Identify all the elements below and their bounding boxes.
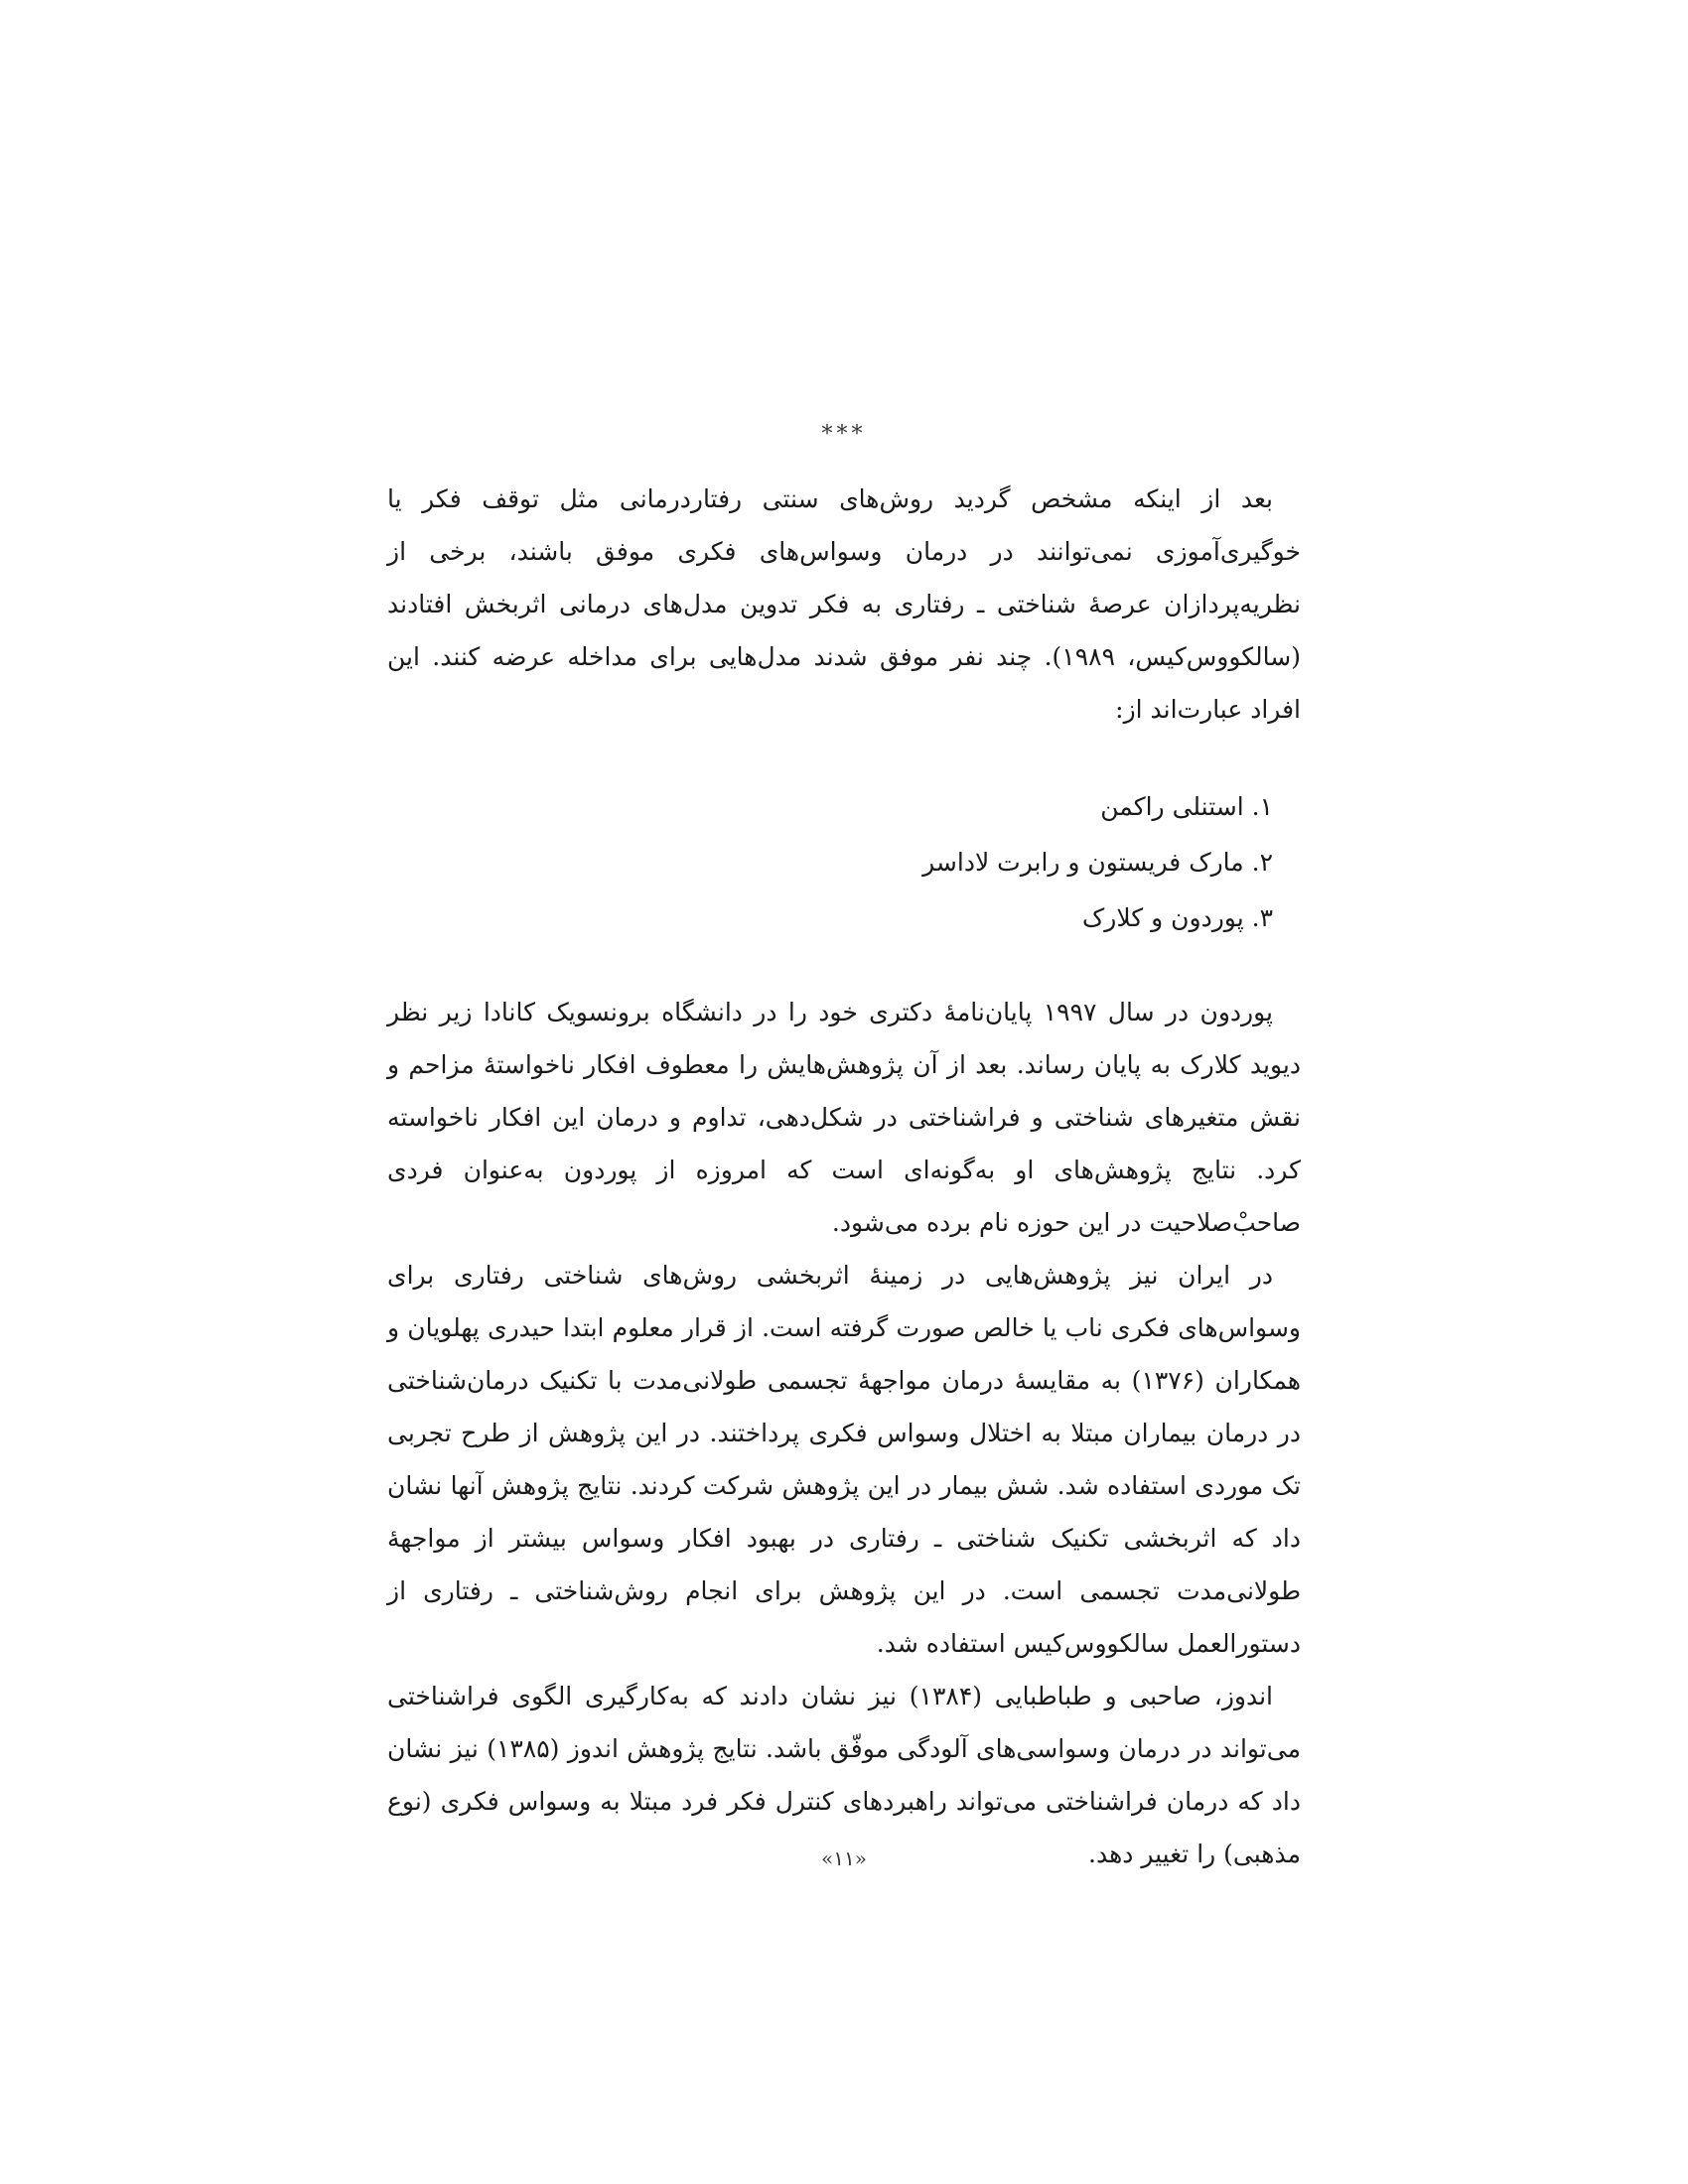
body-paragraph: پوردون در سال ۱۹۹۷ پایان‌نامهٔ دکتری خود را در دانشگاه برونسویک کانادا زیر نظر دیوید کلارک به پایان رساند. بعد از آن پژوهش‌هایش را معطوف افکار ناخواستهٔ مزاحم و نقش متغیرهای شناختی و فراشناختی در شکل‌دهی، تداوم و درمان این افکار ناخواسته کرد. نتایج پژوهش‌های او به‌گونه‌ای است که امروزه از پوردون به‌عنوان فردی صاحبْ‌صلاحیت در این حوزه نام برده می‌شود. xyxy=(387,998,1301,1237)
names-list xyxy=(387,779,1301,946)
body-paragraph: اندوز، صاحبی و طباطبایی (۱۳۸۴) نیز نشان دادند که به‌کارگیری الگوی فراشناختی می‌تواند در درمان وسواسی‌های آلودگی موفّق باشد. نتایج پژوهش اندوز (۱۳۸۵) نیز نشان داد که درمان فراشناختی می‌تواند راهبردهای کنترل فکر فرد مبتلا به وسواس فکری (نوع مذهبی) را تغییر دهد. xyxy=(387,1682,1301,1868)
list-item: ۳. پوردون و کلارک xyxy=(1081,903,1273,932)
intro-paragraph: بعد از اینکه مشخص گردید روش‌های سنتی رفتاردرمانی مثل توقف فکر یا خوگیری‌آموزی نمی‌توانند در درمان وسواس‌های فکری موفق باشند، برخی از نظریه‌پردازان عرصهٔ شناختی ـ رفتاری به فکر تدوین مدل‌های درمانی اثربخش افتادند (سالکووس‌کیس، ۱۹۸۹). چند نفر موفق شدند مدل‌هایی برای مداخله عرضه کنند. این افراد عبارت‌اند از: xyxy=(387,484,1301,724)
body-paragraph: در ایران نیز پژوهش‌هایی در زمینهٔ اثربخشی روش‌های شناختی رفتاری برای وسواس‌های فکری ناب یا خالص صورت گرفته است. از قرار معلوم ابتدا حیدری پهلویان و همکاران (۱۳۷۶) به مقایسهٔ درمان مواجههٔ تجسمی طولانی‌مدت با تکنیک درمان‌شناختی در درمان بیماران مبتلا به اختلال وسواس فکری پرداختند. در این پژوهش از طرح تجربی تک موردی استفاده شد. شش بیمار در این پژوهش شرکت کردند. نتایج پژوهش آنها نشان داد که اثربخشی تکنیک شناختی ـ رفتاری در بهبود افکار وسواس بیشتر از مواجههٔ طولانی‌مدت تجسمی است. در این پژوهش برای انجام روش‌شناختی ـ رفتاری از دستورالعمل سالکووس‌کیس استفاده شد. xyxy=(387,1261,1301,1658)
page-body xyxy=(387,417,1301,1880)
list-item: ۱. استنلی راکمن xyxy=(1100,792,1273,821)
section-separator: *** xyxy=(821,422,867,447)
list-item: ۲. مارک فریستون و رابرت لاداسر xyxy=(922,848,1273,877)
page-number: «۱۱» xyxy=(821,1846,867,1870)
